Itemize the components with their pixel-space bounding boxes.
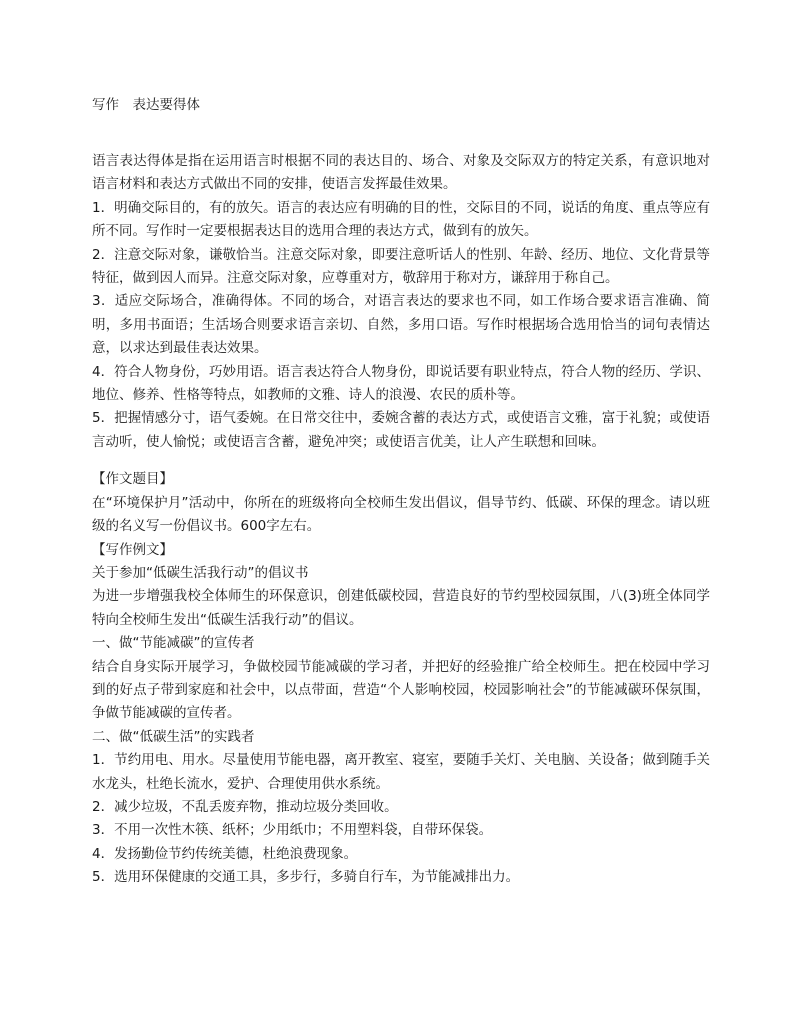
section2-item-2: 2．减少垃圾，不乱丢废弃物，推动垃圾分类回收。 bbox=[92, 798, 398, 815]
section2-item-5: 5．选用环保健康的交通工具，多步行，多骑自行车，为节能减排出力。 bbox=[92, 869, 520, 886]
point-5: 5．把握情感分寸，语气委婉。在日常交往中，委婉含蓄的表达方式，或使语言文雅，富于礼貌；或使语言动听，使人愉悦；或使语言含蓄，避免冲突；或使语言优美，让人产生联想和回味。 bbox=[92, 410, 710, 450]
section-gap bbox=[92, 454, 710, 468]
point-1: 1．明确交际目的，有的放矢。语言的表达应有明确的目的性，交际目的不同，说话的角度、重点等应有所不同。写作时一定要根据表达目的选用合理的表达方式，做到有的放矢。 bbox=[92, 199, 710, 240]
document-body bbox=[92, 150, 710, 890]
document-title: 写作 表达要得体 bbox=[92, 97, 200, 113]
example-intro: 为进一步增强我校全体师生的环保意识，创建低碳校园，营造良好的节约型校园氛围，八(3)班全体同学特向全校师生发出“低碳生活我行动”的倡议。 bbox=[92, 588, 710, 628]
topic-heading: 【作文题目】 bbox=[92, 471, 173, 488]
section2-item-3: 3．不用一次性木筷、纸杯；少用纸巾；不用塑料袋，自带环保袋。 bbox=[92, 822, 493, 839]
section1-text: 结合自身实际开展学习，争做校园节能减碳的学习者，并把好的经验推广给全校师生。把在校园中学习到的好点子带到家庭和社会中，以点带面，营造“个人影响校园，校园影响社会”的节能减碳环保氛围，争做节能减碳的宣传者。 bbox=[92, 658, 710, 722]
section2-item-4: 4．发扬勤俭节约传统美德，杜绝浪费现象。 bbox=[92, 845, 358, 862]
example-heading: 【写作例文】 bbox=[92, 541, 173, 558]
point-3: 3．适应交际场合，准确得体。不同的场合，对语言表达的要求也不同，如工作场合要求语言准确、简明，多用书面语；生活场合则要求语言亲切、自然，多用口语。写作时根据场合选用恰当的词句表情达意，以求达到最佳表达效果。 bbox=[92, 293, 710, 357]
point-2: 2．注意交际对象，谦敬恰当。注意交际对象，即要注意听话人的性别、年龄、经历、地位、文化背景等特征，做到因人而异。注意交际对象，应尊重对方，敬辞用于称对方，谦辞用于称自己。 bbox=[92, 246, 710, 287]
section2-item-1: 1．节约用电、用水。尽量使用节能电器，离开教室、寝室，要随手关灯、关电脑、关设备；做到随手关水龙头，杜绝长流水，爱护、合理使用供水系统。 bbox=[92, 752, 710, 792]
example-title: 关于参加“低碳生活我行动”的倡议书 bbox=[92, 564, 309, 581]
topic-text: 在“环境保护月”活动中，你所在的班级将向全校师生发出倡议，倡导节约、低碳、环保的理念。请以班级的名义写一份倡议书。600字左右。 bbox=[92, 494, 710, 535]
intro-paragraph: 语言表达得体是指在运用语言时根据不同的表达目的、场合、对象及交际双方的特定关系，有意识地对语言材料和表达方式做出不同的安排，使语言发挥最佳效果。 bbox=[92, 153, 710, 193]
section1-heading: 一、做“节能减碳”的宣传者 bbox=[92, 635, 255, 652]
section2-heading: 二、做“低碳生活”的实践者 bbox=[92, 728, 255, 745]
point-4: 4．符合人物身份，巧妙用语。语言表达符合人物身份，即说话要有职业特点，符合人物的经历、学识、地位、修养、性格等特点，如教师的文雅、诗人的浪漫、农民的质朴等。 bbox=[92, 363, 710, 404]
